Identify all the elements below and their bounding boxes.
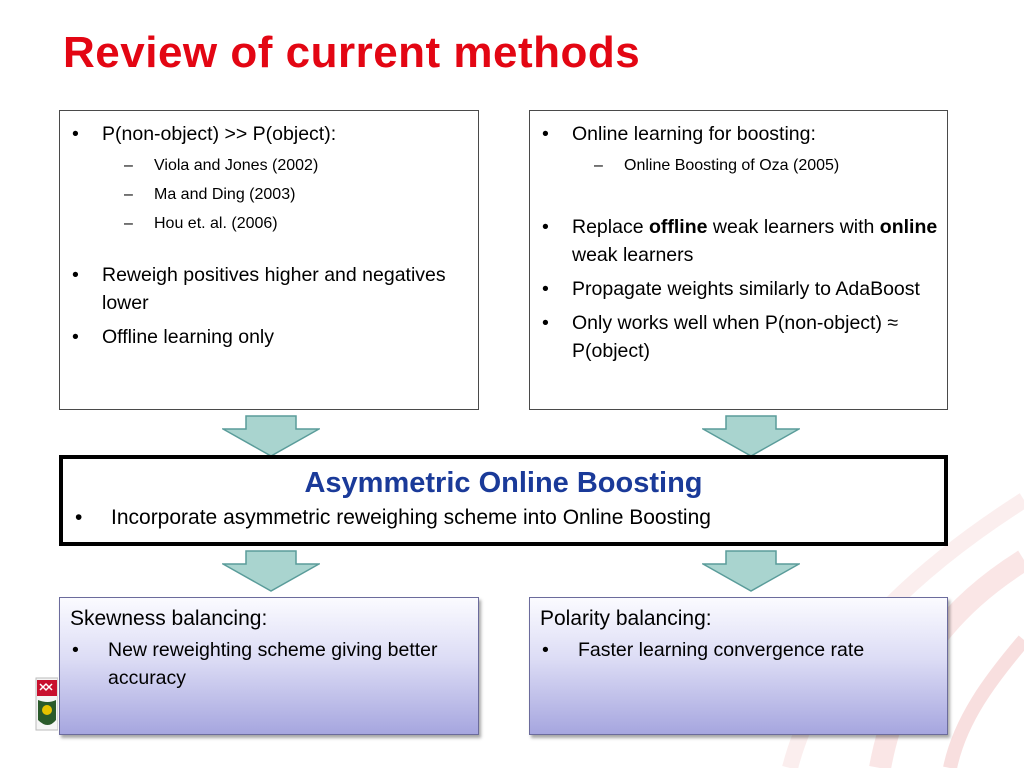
down-arrow-icon	[222, 550, 320, 592]
bullet-class-imbalance: • P(non-object) >> P(object):	[60, 120, 478, 148]
proposed-method-title: Asymmetric Online Boosting	[304, 467, 703, 499]
ref-oza: – Online Boosting of Oza (2005)	[530, 155, 947, 177]
bullet-replace-learners: • Replace offline weak learners with online weak learners	[530, 213, 947, 269]
university-crest-logo	[34, 676, 58, 732]
proposed-method-bullet: • Incorporate asymmetric reweighing scheme into Online Boosting	[63, 504, 944, 532]
bullet-online-learning: • Online learning for boosting:	[530, 120, 947, 148]
skewness-balancing-box	[59, 597, 479, 735]
skewness-balancing-bullet: • New reweighting scheme giving better accuracy	[60, 636, 478, 692]
bullet-propagate-weights: • Propagate weights similarly to AdaBoost	[530, 275, 947, 303]
current-methods-box-right	[529, 110, 948, 410]
current-methods-box-left	[59, 110, 479, 410]
bullet-offline-only: • Offline learning only	[60, 323, 478, 351]
polarity-balancing-box	[529, 597, 948, 735]
bullet-only-works: • Only works well when P(non-object) ≈ P(object)	[530, 309, 947, 365]
ref-ma-ding: – Ma and Ding (2003)	[60, 184, 478, 206]
bullet-reweigh: • Reweigh positives higher and negatives lower	[60, 261, 478, 317]
skewness-balancing-title: Skewness balancing:	[70, 607, 268, 630]
polarity-balancing-bullet: • Faster learning convergence rate	[530, 636, 947, 664]
down-arrow-icon	[702, 415, 800, 457]
proposed-method-box	[59, 455, 948, 546]
slide-title: Review of current methods	[63, 28, 641, 77]
polarity-balancing-title: Polarity balancing:	[540, 607, 712, 630]
ref-viola-jones: – Viola and Jones (2002)	[60, 155, 478, 177]
ref-hou: – Hou et. al. (2006)	[60, 213, 478, 235]
down-arrow-icon	[702, 550, 800, 592]
down-arrow-icon	[222, 415, 320, 457]
